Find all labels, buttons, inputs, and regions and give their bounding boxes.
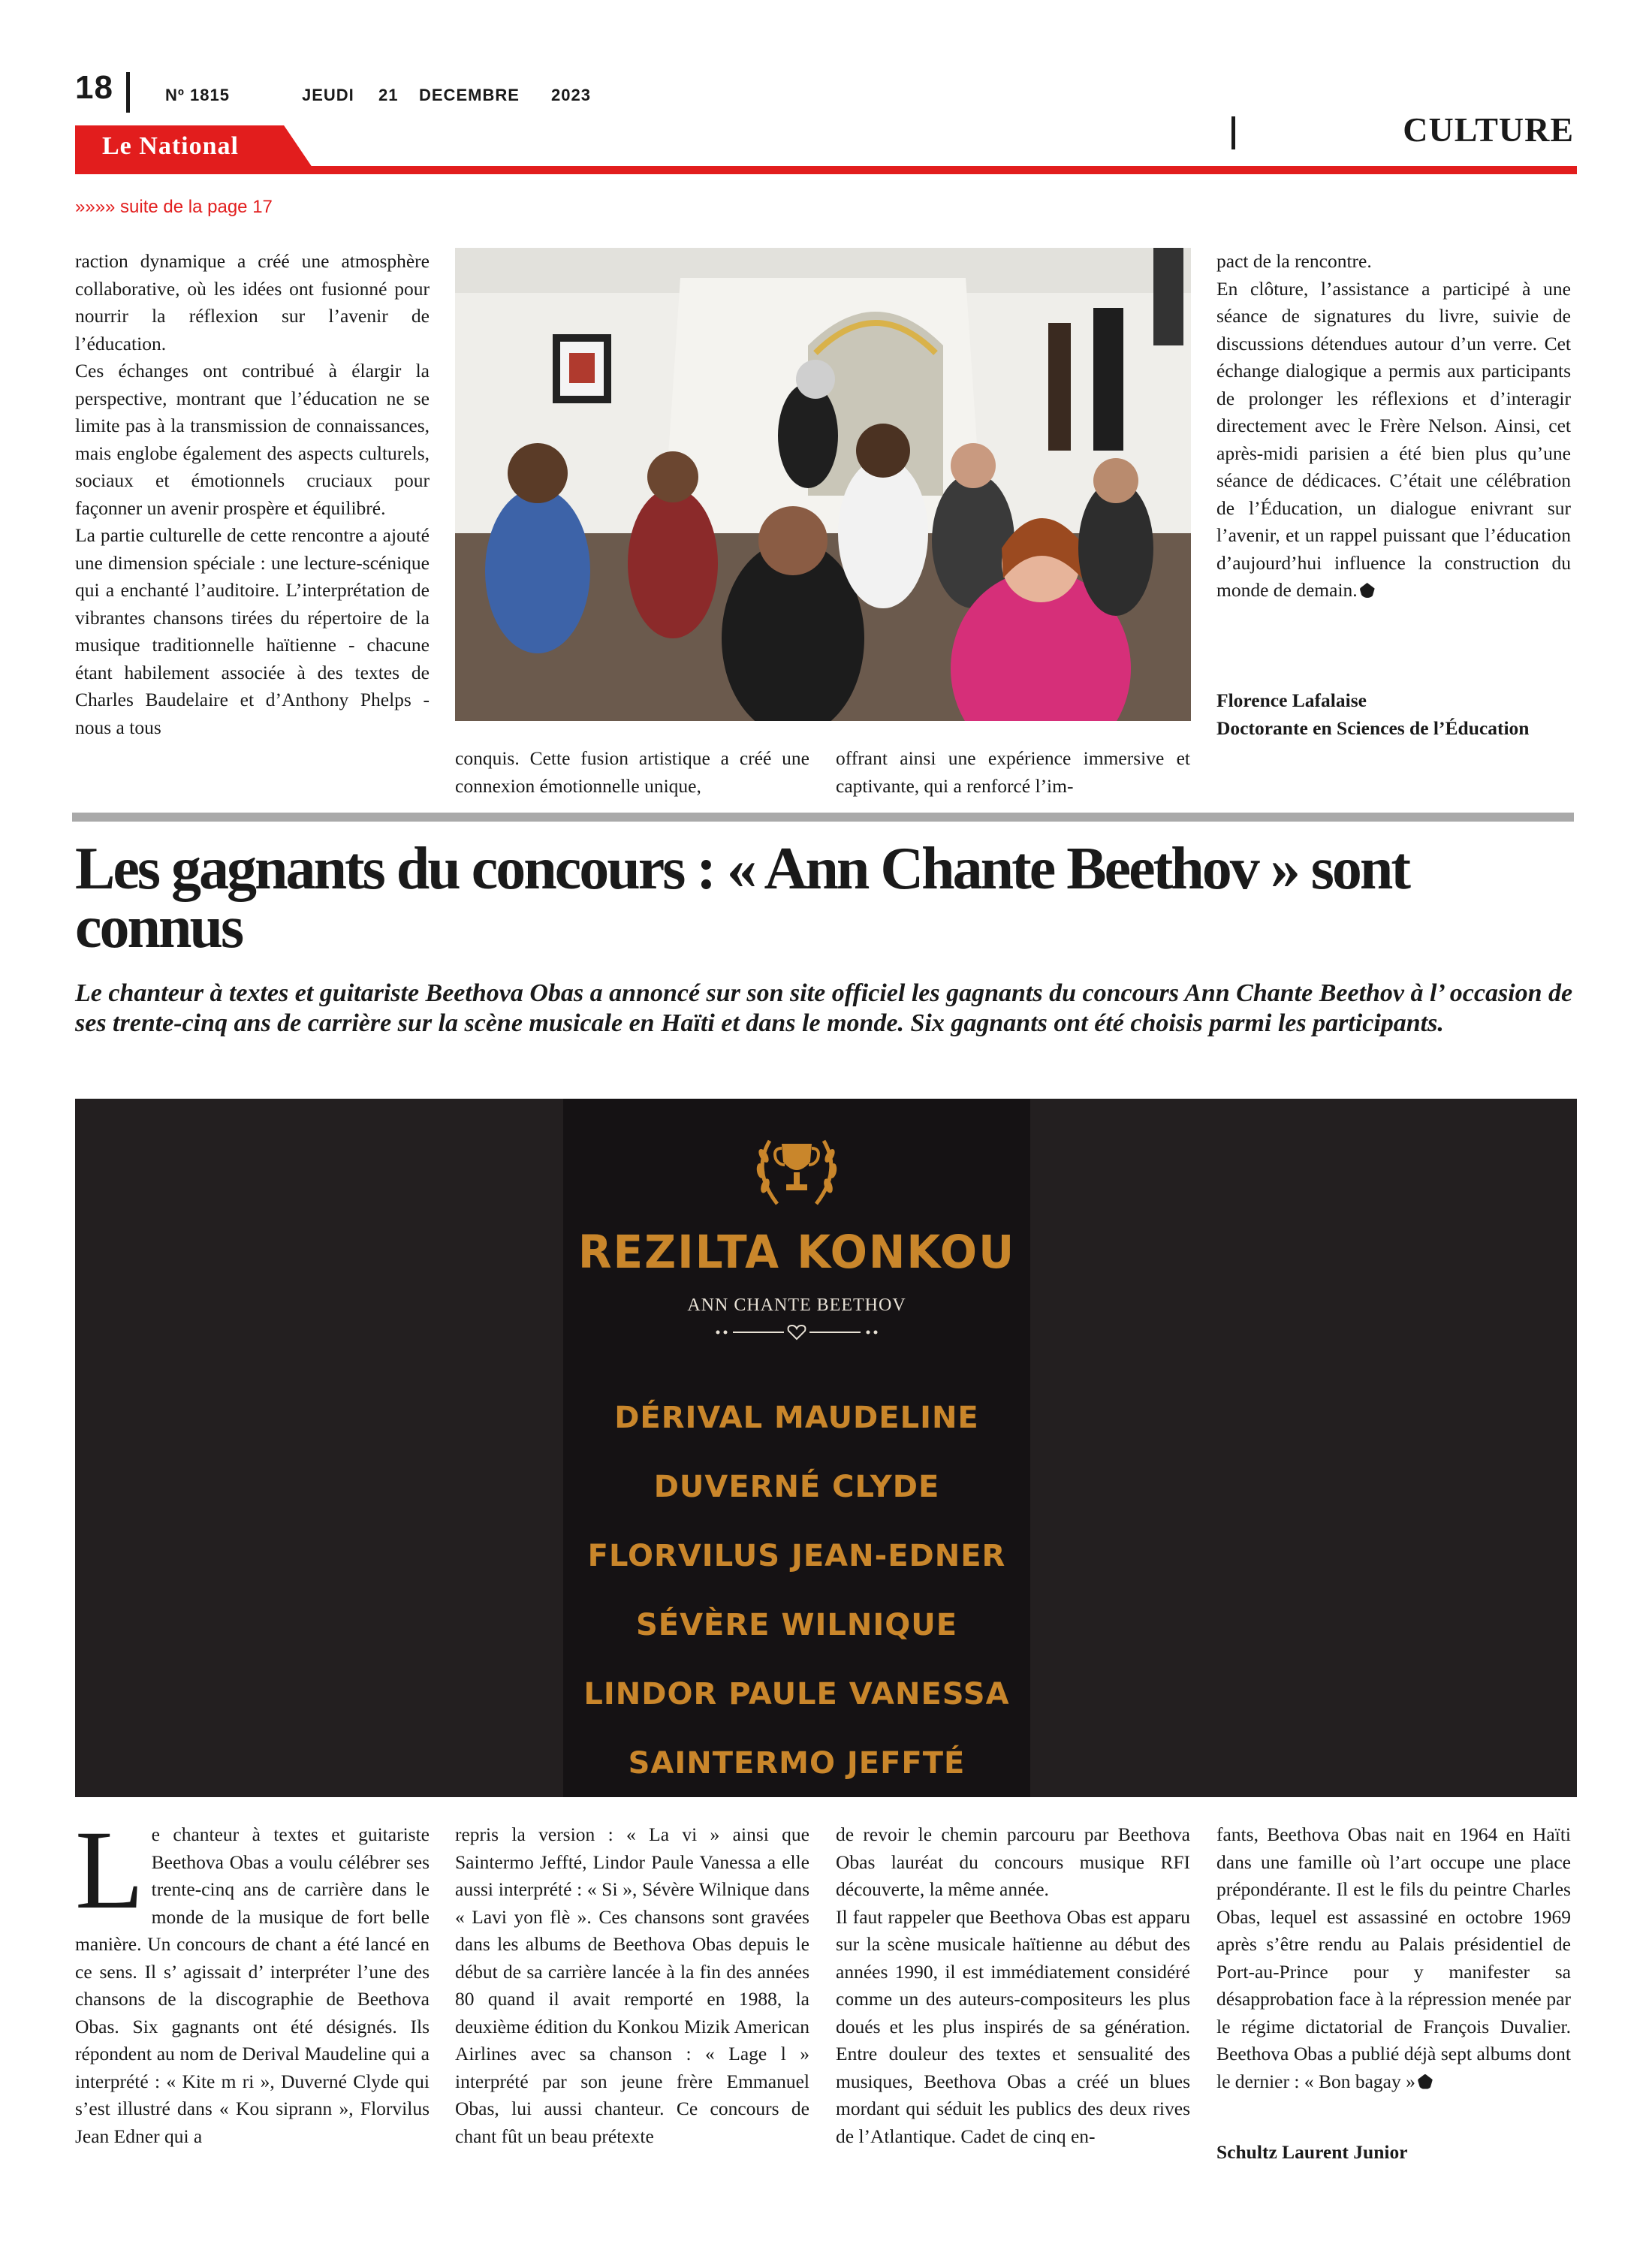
winner-6: SAINTERMO JEFFTÉ — [628, 1746, 966, 1781]
paragraph: pact de la rencontre. — [1216, 250, 1372, 272]
paragraph: La partie culturelle de cette rencontre a ajouté une dimension spéciale : une lecture-scénique qui a enchanté l’auditoire. L’interprétation de vibrantes chansons tirées du répertoire de la musique traditionnelle haïtienne - chacune étant habilement associée à des textes de Charles Baudelaire et d’Anthony Phelps - nous a tous — [75, 524, 430, 738]
end-mark-icon — [1418, 2074, 1433, 2089]
issue-month: DECEMBRE — [419, 86, 520, 104]
issue-day: JEUDI — [302, 86, 354, 104]
upper-article-column-4 — [1216, 248, 1571, 605]
continued-from-link[interactable]: »»»» suite de la page 17 — [75, 197, 273, 217]
heart-divider-icon — [703, 1321, 891, 1344]
upper-article-column-1 — [75, 248, 430, 741]
upper-article-byline — [1216, 687, 1577, 742]
paragraph: de revoir le chemin parcouru par Beethova Obas lauréat du concours musique RFI découverte, la même année. — [836, 1823, 1190, 1900]
drop-cap: L — [75, 1808, 144, 1932]
event-photo — [455, 248, 1191, 721]
lower-article-column-2: repris la version : « La vi » ainsi que Saintermo Jeffté, Lindor Paule Vanessa a elle aussi interprété : « Si », Sévère Wilnique dans « Lavi yon flè ». Ces chansons sont gravées dans les albums de Beethova Obas depuis le début de sa carrière lancée à la fin des années 80 quand il avait remporté en 1988, la deuxième édition du Konkou Mizik American Airlines avec sa chanson : « Lage l » interprété par son jeune frère Emmanuel Obas, lui aussi chanteur. Ce concours de chant fût un beau prétexte — [455, 1823, 809, 2147]
header-divider — [126, 72, 130, 113]
winner-5: LINDOR PAULE VANESSA — [583, 1677, 1010, 1712]
lower-article-column-3 — [836, 1821, 1190, 2150]
lower-article-column-4 — [1216, 1821, 1571, 2095]
winner-1: DÉRIVAL MAUDELINE — [614, 1401, 979, 1435]
end-mark-icon — [1360, 583, 1375, 598]
paragraph: raction dynamique a créé une atmosphère collaborative, où les idées ont fusionné pour nourrir la réflexion sur l’avenir de l’éducation. — [75, 250, 430, 354]
issue-year: 2023 — [551, 86, 591, 104]
article-deck: Le chanteur à textes et guitariste Beethova Obas a annoncé sur son site officiel les gagnants du concours Ann Chante Beethov à l’ occasion de ses trente-cinq ans de carrière sur la scène musicale en Haïti et dans le monde. Six gagnants ont été choisis parmi les participants. — [75, 979, 1573, 1037]
lower-article-column-1 — [75, 1808, 430, 2150]
trophy-laurel-icon — [747, 1126, 846, 1216]
paragraph: Il faut rappeler que Beethova Obas est apparu sur la scène musicale haïtienne au début des années 1990, il est immédiatement considéré comme un des auteurs-compositeurs les plus doués et les plus inspirés de sa génération. Entre douleur des textes et sensualité des musiques, Beethova Obas a créé un blues mordant qui séduit les publics des deux rives de l’Atlantique. Cadet de cinq en- — [836, 1905, 1190, 2147]
paragraph: Ces échanges ont contribué à élargir la perspective, montrant que l’éducation ne se limite pas à la transmission de connaissances, mais englobe également des aspects culturels, sociaux et émotionnels cruciaux pour façonner un avenir prospère et équilibré. — [75, 360, 430, 519]
poster-subtitle: ANN CHANTE BEETHOV — [687, 1295, 906, 1315]
poster-panel — [563, 1099, 1030, 1797]
section-divider — [1231, 116, 1235, 149]
winner-2: DUVERNÉ CLYDE — [653, 1470, 940, 1504]
paragraph: En clôture, l’assistance a participé à une séance de signatures du livre, suivie de discussions détendues autour d’un verre. Cet échange dialogique a permis aux participants de prolonger les réflexions et d’interagir directement avec le Frère Nelson. Ainsi, cet après-midi parisien a été bien plus qu’une séance de dédicaces. C’était une célébration de l’Éducation, un dialogue enivrant sur l’avenir, et un rappel puissant que l’éducation d’aujourd’hui influence la construction du monde de demain. — [1216, 277, 1571, 601]
poster-title: REZILTA KONKOU — [577, 1225, 1016, 1279]
issue-number: Nº 1815 — [165, 86, 230, 104]
paragraph: e chanteur à textes et guitariste Beethova Obas a voulu célébrer ses trente-cinq ans de carrière dans le monde de la musique de fort belle manière. Un concours de chant a été lancé en ce sens. Il s’ agissait d’ interpréter l’une des chansons de la discographie de Beethova Obas. Six gagnants ont été désignés. Ils répondent au nom de Derival Maudeline qui a interprété : « Kite m ri », Duverné Clyde qui s’est illustré dans « Kou siprann », Florvilus Jean Edner qui a — [75, 1823, 430, 2147]
audience-illustration — [455, 248, 1191, 721]
page-number: 18 — [75, 69, 113, 106]
article-divider — [72, 813, 1574, 822]
author-name: Florence Lafalaise — [1216, 689, 1367, 711]
winner-4: SÉVÈRE WILNIQUE — [635, 1608, 958, 1642]
paragraph: fants, Beethova Obas nait en 1964 en Haïti dans une famille où l’art occupe une place prépondérante. Il est le fils du peintre Charles Obas, lequel est assassiné en octobre 1969 après s’être rendu au Palais présidentiel de Port-au-Prince pour y manifester sa désapprobation face à la répression menée par le régime dictatorial de François Duvalier. Beethova Obas a publié déjà sept albums dont le dernier : « Bon bagay » — [1216, 1823, 1571, 2092]
contest-results-poster — [75, 1099, 1577, 1797]
upper-article-column-2: conquis. Cette fusion artistique a créé une connexion émotionnelle unique, — [455, 747, 809, 797]
section-title: CULTURE — [1403, 110, 1574, 149]
article-headline: Les gagnants du concours : « Ann Chante Beethov » sont connus — [75, 836, 1409, 961]
upper-article-column-3: offrant ainsi une expérience immersive et captivante, qui a renforcé l’im- — [836, 747, 1190, 797]
header-rule — [75, 166, 1577, 174]
brand-name: Le National — [102, 132, 239, 160]
winner-3: FLORVILUS JEAN-EDNER — [587, 1539, 1006, 1573]
author-title: Doctorante en Sciences de l’Éducation — [1216, 716, 1530, 739]
issue-date-day: 21 — [378, 86, 399, 104]
lower-article-byline: Schultz Laurent Junior — [1216, 2141, 1408, 2163]
